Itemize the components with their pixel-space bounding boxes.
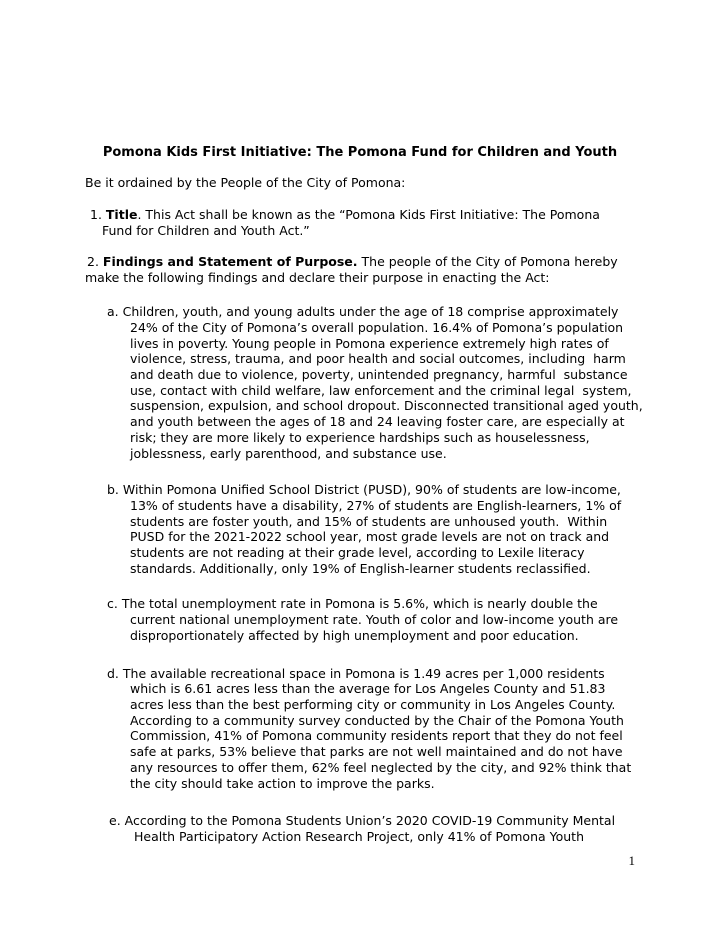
preamble-text: Be it ordained by the People of the City of Pomona: (85, 174, 406, 190)
finding-item-d (85, 666, 635, 792)
finding-item-e (85, 813, 635, 844)
text-line: e. According to the Pomona Students Union’s 2020 COVID-19 Community Mental (109, 813, 616, 829)
section-1-text: . This Act shall be known as the “Pomona Kids First Initiative: The Pomona (137, 207, 600, 223)
text-line: a. Children, youth, and young adults under the age of 18 comprise approximately (107, 304, 619, 320)
text-line: violence, stress, trauma, and poor health and social outcomes, including harm (130, 351, 626, 367)
finding-item-c (85, 596, 635, 643)
text-line: the city should take action to improve the parks. (130, 775, 435, 791)
text-line: joblessness, early parenthood, and substance use. (130, 445, 447, 461)
section-1-heading: Title (105, 207, 138, 223)
text-line: lives in poverty. Young people in Pomona experience extremely high rates of (130, 335, 609, 351)
section-2-text: The people of the City of Pomona hereby (357, 253, 618, 269)
text-line: acres less than the best performing city or community in Los Angeles County. (130, 696, 616, 712)
section-1-title-clause (85, 207, 635, 238)
text-line: which is 6.61 acres less than the average for Los Angeles County and 51.83 (130, 681, 606, 697)
section-2-number: 2. (87, 253, 103, 269)
text-line: and death due to violence, poverty, unintended pregnancy, harmful substance (130, 367, 628, 383)
text-line: Commission, 41% of Pomona community residents report that they do not feel (130, 728, 623, 744)
text-line: safe at parks, 53% believe that parks are not well maintained and do not have (130, 744, 623, 760)
finding-item-a (85, 304, 643, 461)
text-line: 24% of the City of Pomona’s overall population. 16.4% of Pomona’s population (130, 319, 624, 335)
text-line: 13% of students have a disability, 27% of students are English-learners, 1% of (130, 497, 622, 513)
text-line: disproportionately affected by high unemployment and poor education. (130, 627, 579, 643)
text-line: standards. Additionally, only 19% of English-learner students reclassified. (130, 560, 591, 576)
section-1-line-2: Fund for Children and Youth Act.” (102, 223, 310, 239)
section-1-number: 1. (90, 207, 106, 223)
text-line: students are not reading at their grade level, according to Lexile literacy (130, 545, 585, 561)
text-line: any resources to offer them, 62% feel neglected by the city, and 92% think that (130, 759, 632, 775)
section-2-line-2: make the following findings and declare their purpose in enacting the Act: (85, 269, 550, 285)
text-line: and youth between the ages of 18 and 24 leaving foster care, are especially at (130, 414, 625, 430)
section-2-heading: Findings and Statement of Purpose. (102, 253, 358, 269)
text-line: suspension, expulsion, and school dropout. Disconnected transitional aged youth, (130, 398, 643, 414)
text-line: Health Participatory Action Research Project, only 41% of Pomona Youth (134, 828, 584, 844)
text-line: PUSD for the 2021-2022 school year, most grade levels are not on track and (130, 529, 610, 545)
finding-item-b (85, 482, 635, 576)
section-1-line-1 (90, 207, 635, 223)
text-line: risk; they are more likely to experience hardships such as houselessness, (130, 429, 590, 445)
section-2-findings-clause (85, 254, 635, 285)
page-number: 1 (628, 852, 635, 868)
text-line: According to a community survey conducted by the Chair of the Pomona Youth (130, 712, 624, 728)
text-line: students are foster youth, and 15% of students are unhoused youth. Within (130, 513, 608, 529)
text-line: b. Within Pomona Unified School District (PUSD), 90% of students are low-income, (107, 482, 621, 498)
text-line: use, contact with child welfare, law enforcement and the criminal legal system, (130, 382, 632, 398)
text-line: d. The available recreational space in Pomona is 1.49 acres per 1,000 residents (107, 665, 605, 681)
text-line: c. The total unemployment rate in Pomona is 5.6%, which is nearly double the (107, 596, 598, 612)
section-2-line-1 (87, 254, 635, 270)
text-line: current national unemployment rate. Youth of color and low-income youth are (130, 612, 619, 628)
document-title: Pomona Kids First Initiative: The Pomona Fund for Children and Youth (102, 145, 618, 160)
